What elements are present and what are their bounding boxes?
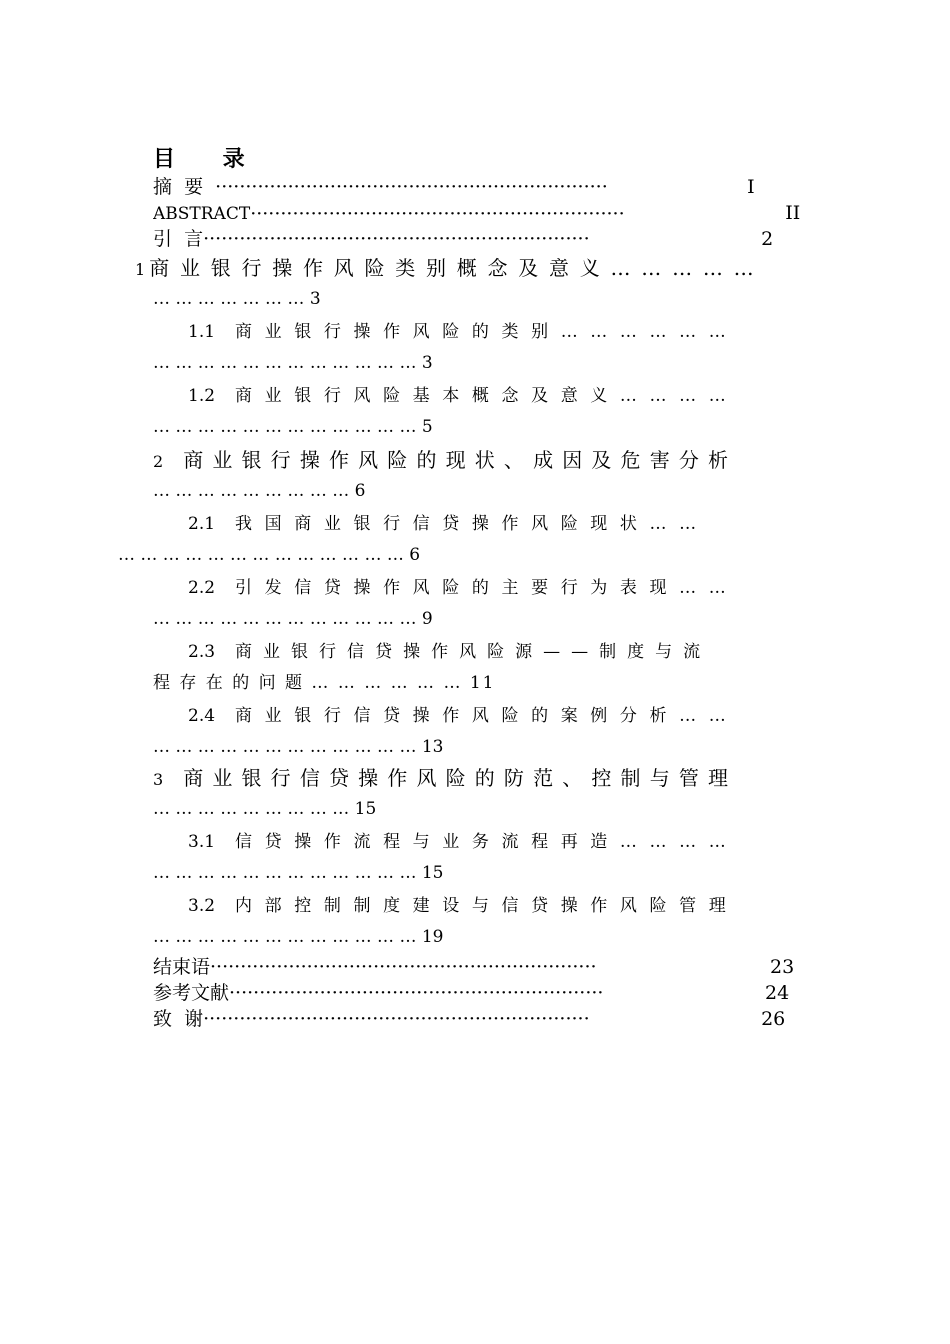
toc-leader: ······························································ [229, 982, 604, 1004]
toc-entry-label: ABSTRACT [153, 204, 251, 224]
toc-number: 2.2 [188, 578, 216, 598]
toc-section-2-2[interactable] [188, 574, 836, 602]
toc-entry-abstract-en[interactable] [153, 200, 813, 227]
toc-number: 2 [153, 452, 164, 471]
toc-entry-intro[interactable] [153, 226, 813, 252]
toc-entry-title: 商 业 银 行 操 作 风 险 的 现 状 、 成 因 及 危 害 分 析 [183, 448, 730, 472]
toc-page-number: I [747, 176, 755, 198]
toc-number: 2.4 [188, 706, 216, 726]
toc-leader: ································································· [215, 176, 608, 198]
toc-chapter-3[interactable] [153, 764, 837, 794]
toc-title: 目 录 [153, 147, 265, 172]
toc-number: 2.3 [188, 642, 216, 662]
toc-entry-conclusion[interactable] [153, 954, 813, 980]
toc-entry-title: 引 发 信 贷 操 作 风 险 的 主 要 行 为 表 现 … … [235, 578, 730, 598]
toc-chapter-2-cont: … … … … … … … … … 6 [153, 481, 366, 501]
toc-page-number: II [785, 202, 801, 224]
toc-section-1-2-cont: … … … … … … … … … … … … 5 [153, 417, 433, 437]
toc-section-3-1[interactable] [188, 828, 836, 856]
toc-chapter-1-cont: … … … … … … … 3 [153, 289, 321, 309]
toc-entry-label: 摘 要 [153, 176, 216, 198]
toc-leader: ································································ [203, 228, 590, 250]
toc-entry-label: 参考文献 [153, 982, 230, 1004]
toc-entry-label: 引 言 [153, 228, 204, 250]
toc-page-number: 26 [761, 1008, 786, 1030]
toc-entry-title: 商 业 银 行 操 作 风 险 的 类 别 … … … … … … [235, 322, 730, 342]
toc-section-2-4[interactable] [188, 702, 836, 730]
toc-number: 1 [135, 260, 146, 279]
toc-number: 3.1 [188, 832, 216, 852]
toc-section-2-3-cont: 程 存 在 的 问 题 … … … … … … 11 [153, 673, 496, 693]
toc-entry-title: 商 业 银 行 风 险 基 本 概 念 及 意 义 … … … … [235, 386, 730, 406]
toc-section-2-3[interactable] [188, 638, 836, 666]
toc-entry-title: 信 贷 操 作 流 程 与 业 务 流 程 再 造 … … … … [235, 832, 730, 852]
toc-number: 1.1 [188, 322, 216, 342]
toc-page-number: 23 [770, 956, 795, 978]
toc-section-1-2[interactable] [188, 382, 836, 410]
toc-entry-title: 商 业 银 行 操 作 风 险 类 别 概 念 及 意 义 … … … … … [149, 256, 756, 280]
toc-entry-label: 致 谢 [153, 1008, 204, 1030]
toc-entry-title: 商 业 银 行 信 贷 操 作 风 险 源 — — 制 度 与 流 [235, 642, 703, 662]
toc-leader: ································································ [203, 1008, 590, 1030]
toc-page-number: 2 [761, 228, 774, 250]
toc-section-3-2-cont: … … … … … … … … … … … … 19 [153, 927, 444, 947]
toc-section-1-1[interactable] [188, 318, 836, 346]
toc-entry-abstract-cn[interactable] [153, 174, 813, 200]
toc-section-2-2-cont: … … … … … … … … … … … … 9 [153, 609, 433, 629]
toc-section-2-4-cont: … … … … … … … … … … … … 13 [153, 737, 444, 757]
toc-entry-title: 商 业 银 行 信 贷 操 作 风 险 的 案 例 分 析 … … [235, 706, 730, 726]
toc-entry-acknowledgements[interactable] [153, 1006, 813, 1032]
toc-page-number: 24 [765, 982, 790, 1004]
toc-leader: ································································ [210, 956, 597, 978]
toc-number: 1.2 [188, 386, 216, 406]
toc-number: 3.2 [188, 896, 216, 916]
toc-chapter-2[interactable] [153, 446, 837, 476]
toc-entry-title: 内 部 控 制 制 度 建 设 与 信 贷 操 作 风 险 管 理 [235, 896, 730, 916]
toc-section-1-1-cont: … … … … … … … … … … … … 3 [153, 353, 433, 373]
toc-section-3-1-cont: … … … … … … … … … … … … 15 [153, 863, 444, 883]
toc-number: 2.1 [188, 514, 216, 534]
toc-entry-label: 结束语 [153, 956, 211, 978]
toc-section-2-1[interactable] [188, 510, 836, 538]
toc-leader: ······························································ [250, 203, 625, 225]
toc-entry-title: 商 业 银 行 信 贷 操 作 风 险 的 防 范 、 控 制 与 管 理 [183, 766, 730, 790]
toc-chapter-1[interactable] [135, 254, 835, 284]
toc-entry-title: 我 国 商 业 银 行 信 贷 操 作 风 险 现 状 … … [235, 514, 700, 534]
toc-section-2-1-cont: … … … … … … … … … … … … … 6 [118, 545, 421, 565]
toc-entry-references[interactable] [153, 980, 813, 1006]
toc-chapter-3-cont: … … … … … … … … … 15 [153, 799, 377, 819]
toc-number: 3 [153, 770, 164, 789]
toc-section-3-2[interactable] [188, 892, 836, 920]
